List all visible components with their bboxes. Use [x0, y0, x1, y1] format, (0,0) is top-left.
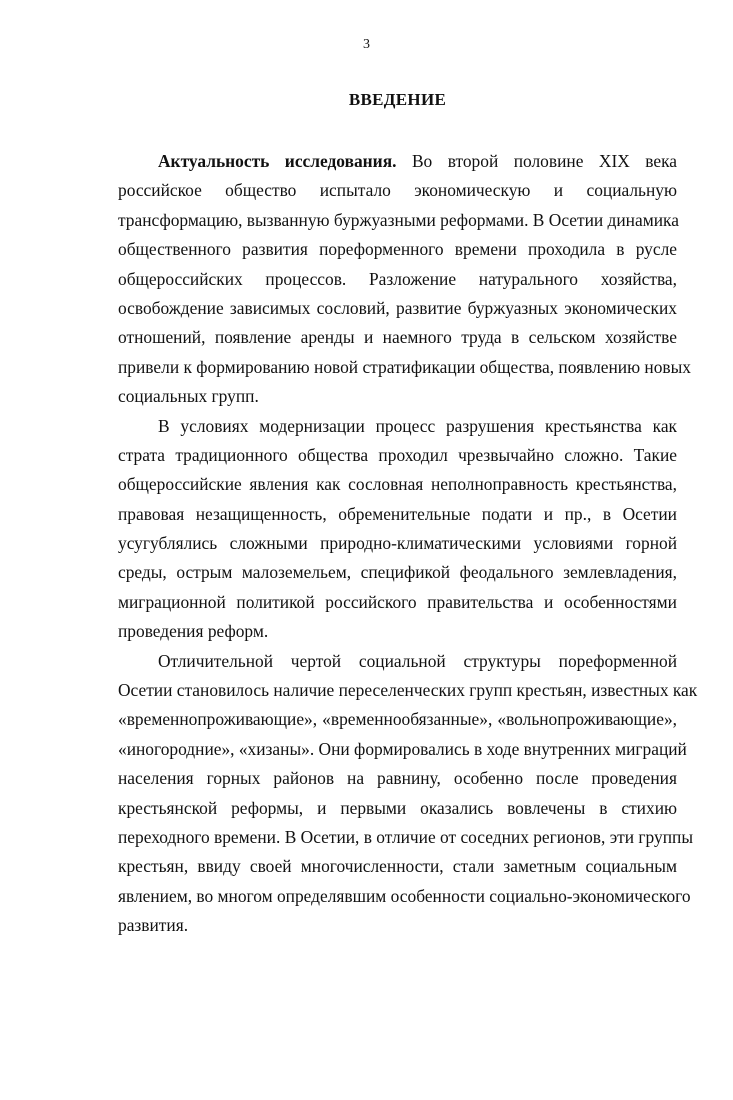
text-line: отношений, появление аренды и наемного труда в сельском хозяйстве — [118, 327, 677, 348]
text-line: проведения реформ. — [118, 621, 269, 642]
text-line: привели к формированию новой стратификации общества, появлению новых — [118, 356, 692, 377]
text-span: Во второй половине XIX века — [396, 151, 678, 171]
text-line: общероссийские явления как сословная неполноправность крестьянства, — [118, 474, 677, 495]
text-line: усугублялись сложными природно-климатическими условиями горной — [118, 533, 677, 554]
text-line: «временнопроживающие», «временнообязанные», «вольнопроживающие», — [118, 709, 677, 730]
text-line: страта традиционного общества проходил чрезвычайно сложно. Такие — [118, 444, 677, 465]
text-line: общероссийских процессов. Разложение натурального хозяйства, — [118, 268, 677, 289]
paragraph-3 — [118, 647, 698, 941]
text-line: миграционной политикой российского правительства и особенностями — [118, 591, 677, 612]
text-line: Осетии становилось наличие переселенческих групп крестьян, известных как — [118, 680, 698, 701]
section-title: ВВЕДЕНИЕ — [348, 90, 447, 109]
text-line: крестьянской реформы, и первыми оказались вовлечены в стихию — [118, 797, 677, 818]
text-line: трансформацию, вызванную буржуазными реформами. В Осетии динамика — [118, 209, 679, 230]
text-line: освобождение зависимых сословий, развитие буржуазных экономических — [118, 297, 677, 318]
paragraph-1 — [118, 147, 692, 412]
text-line: крестьян, ввиду своей многочисленности, стали заметным социальным — [118, 856, 677, 877]
text-line: среды, острым малоземельем, спецификой феодального землевладения, — [118, 562, 677, 583]
paragraph-lead: Актуальность исследования. — [158, 151, 397, 171]
text-line: населения горных районов на равнину, особенно после проведения — [118, 768, 677, 789]
text-line: российское общество испытало экономическую и социальную — [118, 180, 677, 201]
text-line — [118, 147, 677, 176]
text-line: Отличительной чертой социальной структуры пореформенной — [158, 650, 677, 671]
text-line: явлением, во многом определявшим особенности социально-экономического — [118, 885, 691, 906]
document-body — [118, 147, 698, 941]
paragraph-2 — [118, 412, 677, 647]
text-line: общественного развития пореформенного времени проходила в русле — [118, 239, 677, 260]
text-line: социальных групп. — [118, 386, 259, 407]
text-line: «иногородние», «хизаны». Они формировались в ходе внутренних миграций — [118, 738, 687, 759]
page-number: 3 — [363, 37, 370, 52]
text-line: развития. — [118, 915, 189, 936]
text-line: В условиях модернизации процесс разрушения крестьянства как — [158, 415, 677, 436]
text-line: правовая незащищенность, обременительные подати и пр., в Осетии — [118, 503, 677, 524]
text-line: переходного времени. В Осетии, в отличие от соседних регионов, эти группы — [118, 826, 694, 847]
